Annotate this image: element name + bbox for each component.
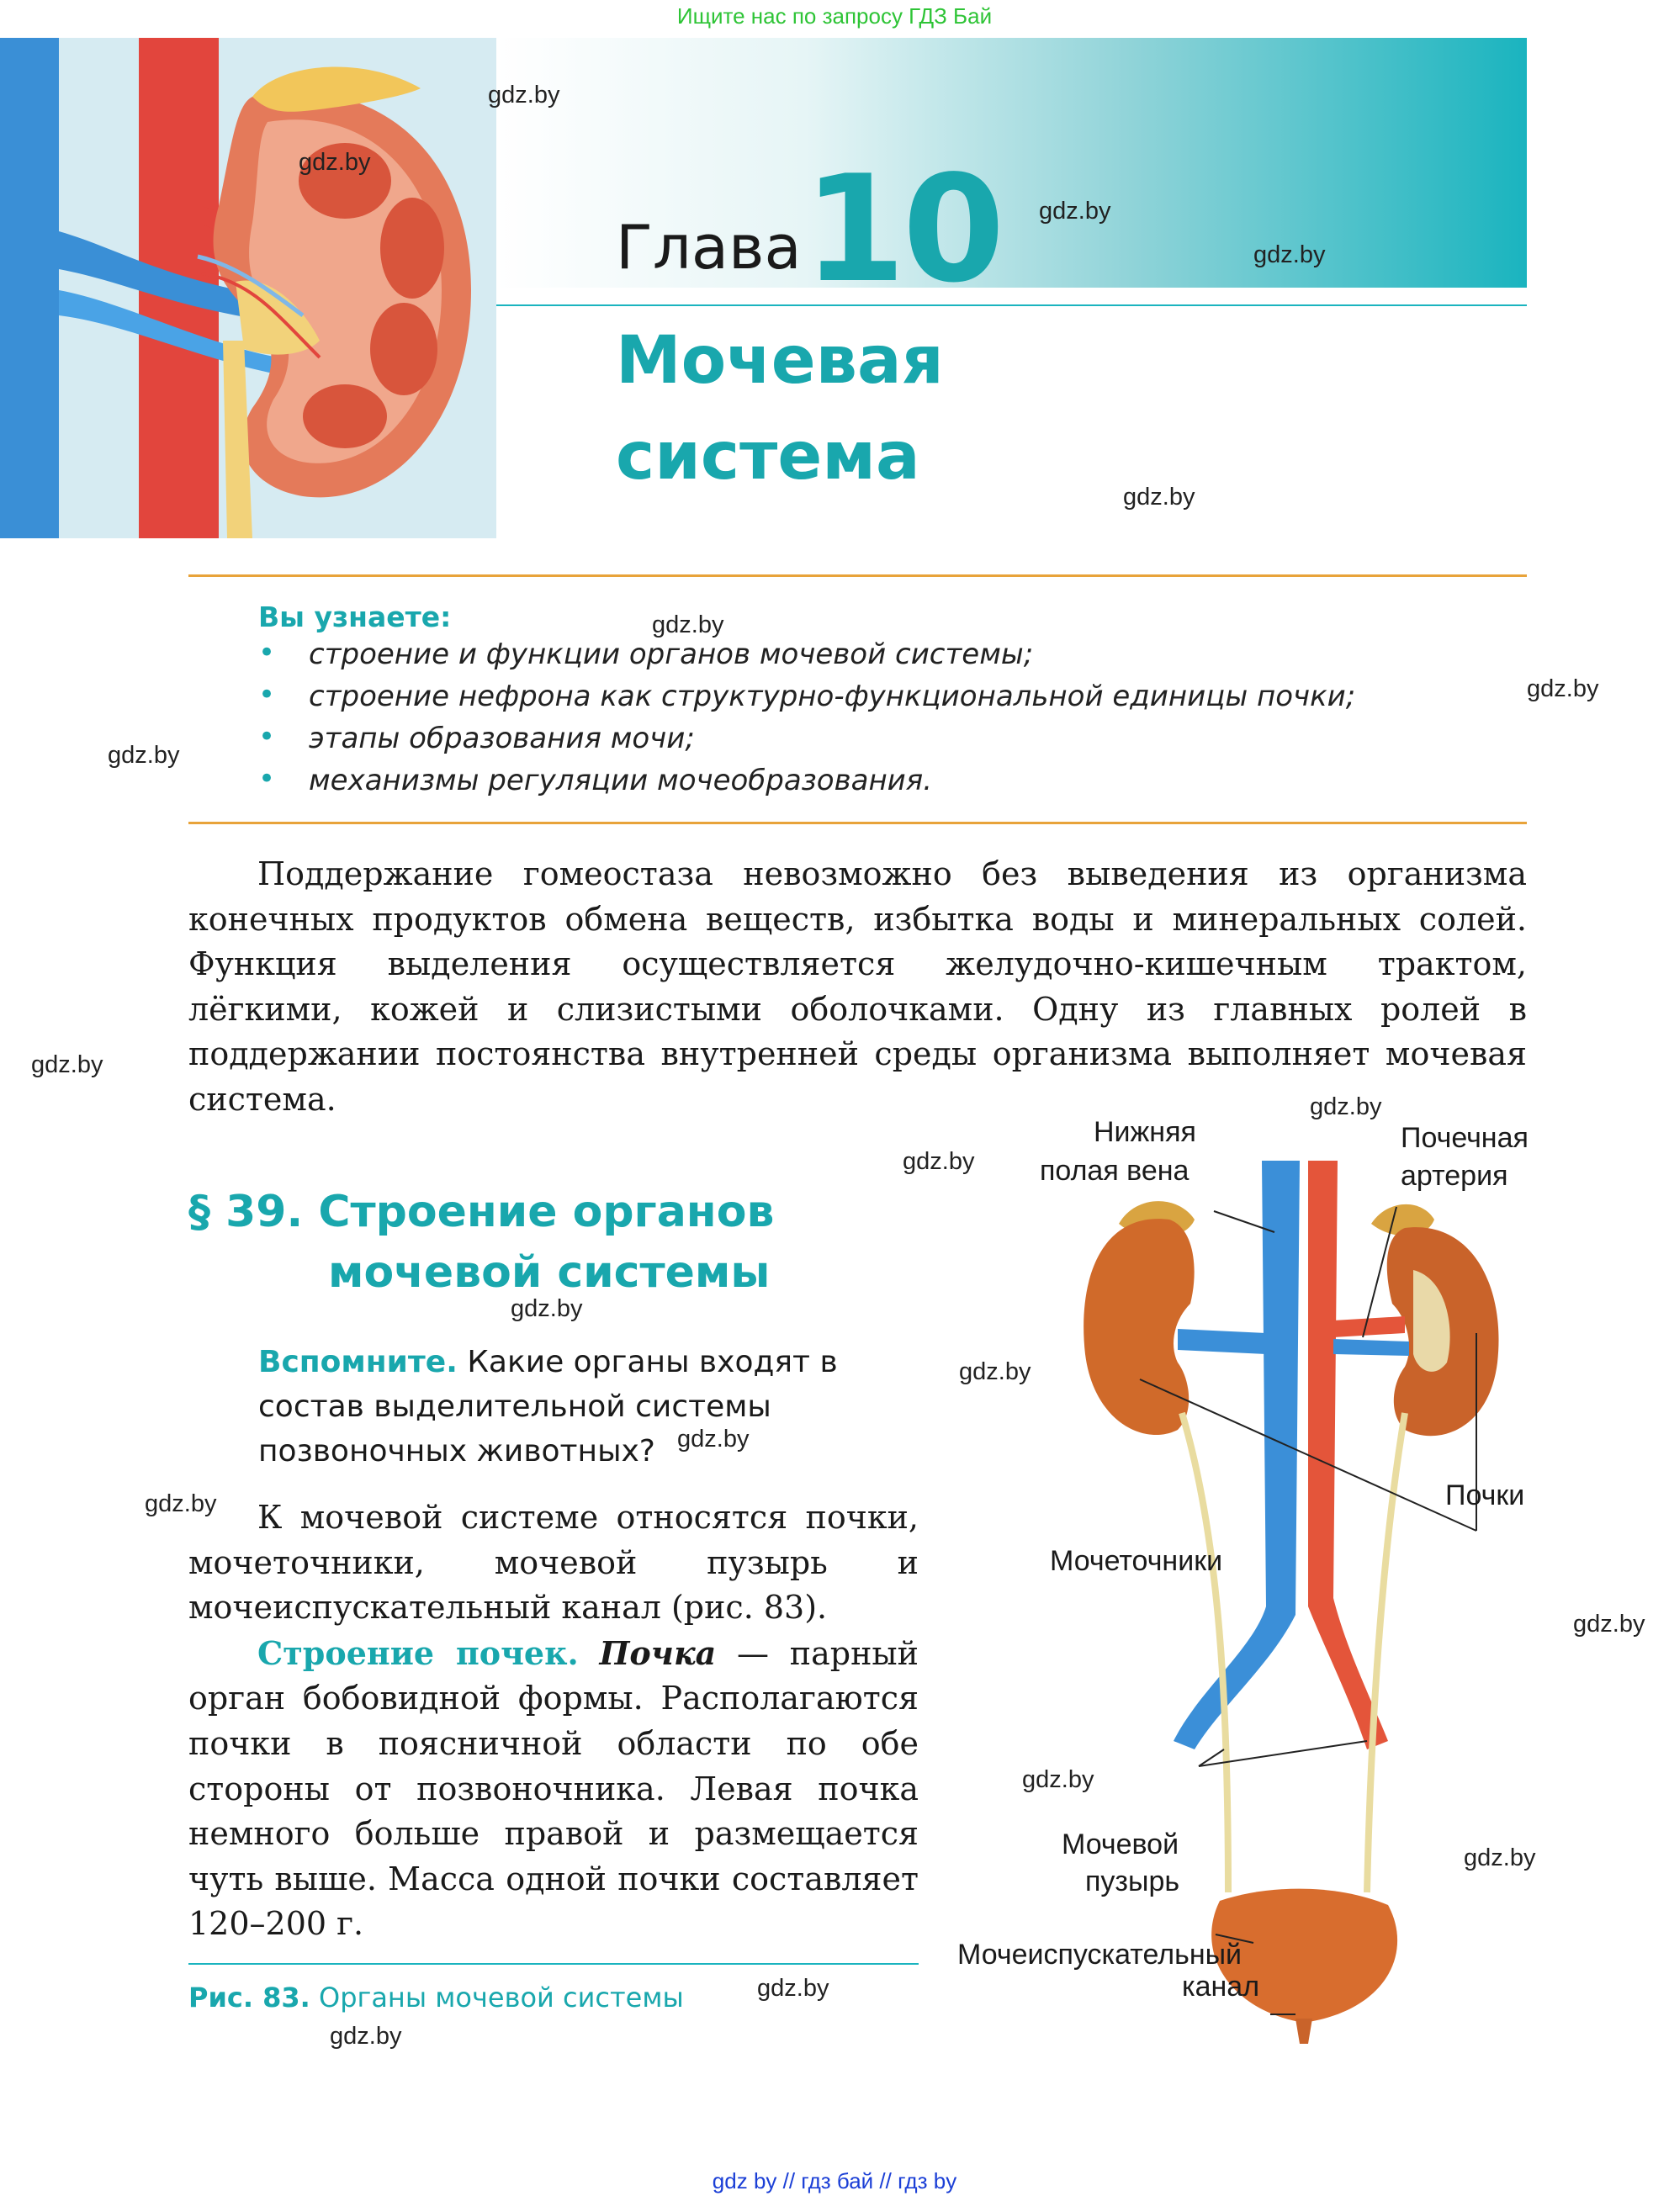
recall-text: Какие органы входят в состав выделительной системы позвоночных животных?	[258, 1345, 838, 1468]
watermark: gdz.by	[652, 611, 724, 638]
watermark: gdz.by	[903, 1148, 975, 1175]
footer-links[interactable]: gdz by // гдз бай // гдз by	[712, 2168, 957, 2193]
watermark: gdz.by	[1123, 484, 1195, 511]
label-artery-line1: Почечная	[1401, 1122, 1529, 1154]
learn-heading: Вы узнаете:	[258, 601, 452, 633]
watermark: gdz.by	[1039, 198, 1111, 225]
recall-question	[258, 1340, 919, 1474]
label-kidneys: Почки	[1445, 1479, 1525, 1511]
learn-item: • строение и функции органов мочевой системы;	[258, 636, 1034, 671]
section-title-line1: Строение органов	[318, 1187, 775, 1237]
label-ivc-line1: Нижняя	[1094, 1116, 1196, 1148]
watermark: gdz.by	[108, 742, 180, 769]
urinary-system-figure	[1052, 1161, 1556, 2052]
section-number: § 39.	[188, 1187, 304, 1237]
watermark: gdz.by	[1527, 675, 1599, 702]
intro-paragraph: Поддержание гомеостаза невозможно без выведения из организма конечных продуктов обмена веществ, избытка воды и минеральных солей. Функция выделения осуществляется желудочно-кишечным трактом, лёгкими, кожей и слизистыми оболочками. Одну из главных ролей в поддержании постоянства внутренней среды организма выполняет мочевая система.	[188, 855, 1527, 1118]
learn-box-bottom-rule	[188, 822, 1527, 824]
label-urethra-line1: Мочеиспускательный	[957, 1939, 1242, 1971]
watermark: gdz.by	[1022, 1766, 1094, 1793]
term: Почка	[599, 1633, 717, 1672]
learn-item: • этапы образования мочи;	[258, 720, 695, 755]
watermark: gdz.by	[757, 1975, 829, 2002]
watermark: gdz.by	[1310, 1093, 1382, 1120]
label-bladder-line1: Мочевой	[1062, 1828, 1179, 1860]
paragraph: Строение почек. Почка — парный орган бобовидной формы. Располагаются почки в поясничной области по обе стороны от позвоночника. Левая почка немного больше правой и размещается чуть выше. Масса одной почки составляет 120–200 г.	[188, 1633, 919, 1943]
learn-list	[258, 638, 1355, 806]
chapter-label: Глава	[616, 212, 802, 283]
watermark: gdz.by	[1253, 241, 1326, 268]
chapter-title	[616, 313, 944, 505]
bullet-icon: •	[258, 636, 276, 669]
bullet-icon: •	[258, 762, 276, 796]
learn-item: • механизмы регуляции мочеобразования.	[258, 762, 933, 797]
section-title-line2: мочевой системы	[328, 1247, 771, 1298]
kidney-illustration	[0, 38, 496, 538]
body-text	[188, 1495, 919, 1947]
watermark: gdz.by	[1573, 1611, 1645, 1638]
chapter-title-line1: Мочевая	[616, 323, 944, 399]
figure-label: Рис. 83.	[188, 1982, 310, 2014]
label-bladder-line2: пузырь	[1085, 1865, 1180, 1897]
label-ivc-line2: полая вена	[1040, 1155, 1189, 1187]
figure-caption-text: Органы мочевой системы	[319, 1982, 684, 2014]
watermark: gdz.by	[31, 1051, 103, 1078]
watermark: gdz.by	[959, 1358, 1031, 1385]
chapter-title-line2: система	[616, 419, 920, 495]
label-artery-line2: артерия	[1401, 1160, 1508, 1192]
recall-label: Вспомните.	[258, 1345, 458, 1379]
learn-box-top-rule	[188, 574, 1527, 577]
header-rule	[496, 304, 1527, 306]
watermark: gdz.by	[1464, 1844, 1536, 1871]
watermark: gdz.by	[299, 149, 371, 176]
label-urethra-line2: канал	[1182, 1971, 1260, 2003]
watermark: gdz.by	[145, 1490, 217, 1517]
watermark: gdz.by	[488, 82, 560, 108]
paragraph: К мочевой системе относятся почки, мочеточники, мочевой пузырь и мочеиспускательный канал (рис. 83).	[188, 1499, 919, 1627]
bullet-icon: •	[258, 678, 276, 712]
watermark: gdz.by	[677, 1426, 750, 1453]
figure-caption	[188, 1982, 684, 2014]
watermark: gdz.by	[330, 2023, 402, 2050]
watermark: gdz.by	[511, 1295, 583, 1322]
section-heading	[188, 1182, 774, 1303]
bullet-icon: •	[258, 720, 276, 754]
subheading: Строение почек.	[257, 1633, 579, 1672]
label-ureters: Мочеточники	[1050, 1545, 1223, 1577]
chapter-number: 10	[803, 145, 1002, 315]
top-banner[interactable]: Ищите нас по запросу ГДЗ Бай	[676, 3, 993, 29]
figure-caption-rule	[188, 1963, 919, 1965]
learn-item: • строение нефрона как структурно-функциональной единицы почки;	[258, 678, 1356, 713]
